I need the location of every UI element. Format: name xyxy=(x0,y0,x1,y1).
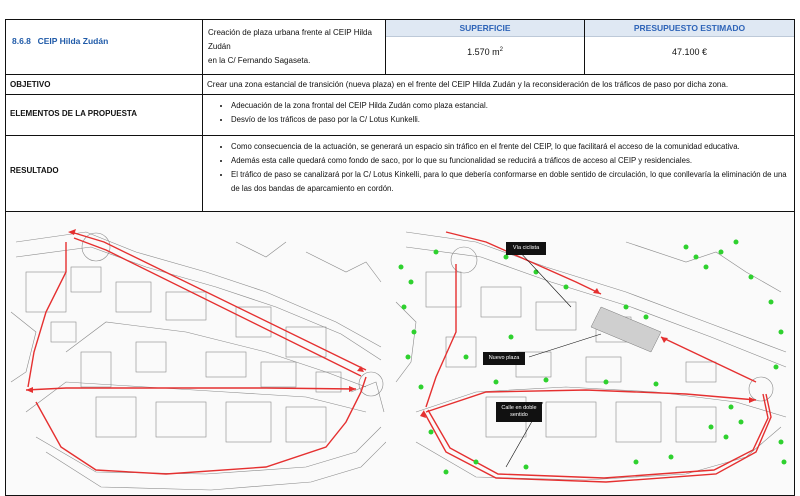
surface-value-wrap xyxy=(386,37,584,63)
two-way-line-2: sentido xyxy=(510,412,528,418)
result-list xyxy=(203,136,794,200)
proposal-map-drawing xyxy=(386,212,794,495)
two-way-street-callout xyxy=(496,402,542,422)
project-description xyxy=(203,20,386,75)
project-name: CEIP Hilda Zudán xyxy=(37,36,109,46)
result-item: • El tráfico de paso se canalizará por la C/ Lotus Kinkelli, para lo que debería conformarse en doble sentido de circulación, lo que conllevaría la eliminación de una de las dos bandas de aparcamiento en cordón. xyxy=(231,168,794,196)
current-state-map-drawing xyxy=(6,212,388,495)
result-label: RESULTADO xyxy=(6,136,203,212)
description-line-2: en la C/ Fernando Sagaseta. xyxy=(208,56,311,65)
project-id-cell xyxy=(6,20,203,75)
bike-lane-callout: Vía ciclista xyxy=(506,242,546,255)
result-cell xyxy=(203,136,795,212)
proposal-item: • Desvío de los tráficos de paso por la C/ Lotus Kunkelli. xyxy=(231,113,794,127)
surface-value: 1.570 m xyxy=(467,47,500,57)
objective-label: OBJETIVO xyxy=(6,75,203,95)
proposal-item: • Adecuación de la zona frontal del CEIP Hilda Zudán como plaza estancial. xyxy=(231,99,794,113)
budget-value: 47.100 € xyxy=(671,47,708,57)
proposal-cell xyxy=(203,95,795,136)
project-code: 8.6.8 xyxy=(12,36,31,46)
proposal-map-cell xyxy=(386,212,795,496)
result-item: • Además esta calle quedará como fondo de saco, por lo que su funcionalidad se reducirá a tráficos de acceso al CEIP y residenciales. xyxy=(231,154,794,168)
proposal-label: ELEMENTOS DE LA PROPUESTA xyxy=(6,95,203,136)
result-item: • Como consecuencia de la actuación, se generará un espacio sin tráfico en el frente del CEIP, lo que facilitará el acceso de la comunidad educativa. xyxy=(231,140,794,154)
two-way-line-1: Calle en doble xyxy=(501,405,537,411)
objective-text: Crear una zona estancial de transición (nueva plaza) en el frente del CEIP Hilda Zudán y la reconsideración de los tráficos de paso por dicha zona. xyxy=(203,75,795,95)
budget-cell xyxy=(585,20,795,75)
current-state-map-cell xyxy=(6,212,386,496)
budget-label: PRESUPUESTO ESTIMADO xyxy=(585,20,794,37)
surface-label: SUPERFICIE xyxy=(386,20,584,37)
new-square-callout: Nuevo plaza xyxy=(483,352,525,365)
proposal-list xyxy=(203,95,794,131)
description-line-1: Creación de plaza urbana frente al CEIP Hilda Zudán xyxy=(208,28,372,51)
project-card xyxy=(5,19,795,496)
surface-unit-sup: 2 xyxy=(499,47,503,53)
proposal-map xyxy=(386,212,794,495)
current-state-map xyxy=(6,212,385,495)
surface-cell xyxy=(386,20,585,75)
